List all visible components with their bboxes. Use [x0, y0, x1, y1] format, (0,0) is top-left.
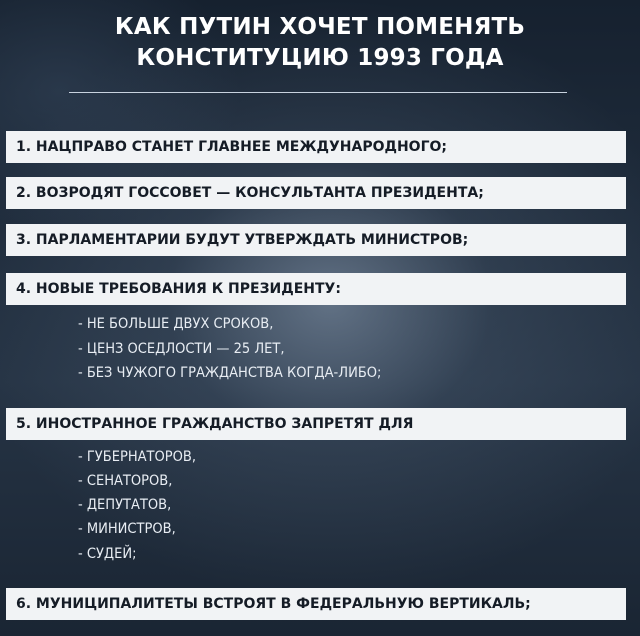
item-4-band: 4. НОВЫЕ ТРЕБОВАНИЯ К ПРЕЗИДЕНТУ: [6, 273, 626, 305]
item-2-band: 2. ВОЗРОДЯТ ГОССОВЕТ — КОНСУЛЬТАНТА ПРЕЗИДЕНТА; [6, 177, 626, 209]
item-5-subitem: - СУДЕЙ; [78, 546, 137, 562]
item-5-subitem: - МИНИСТРОВ, [78, 521, 176, 537]
item-6-band: 6. МУНИЦИПАЛИТЕТЫ ВСТРОЯТ В ФЕДЕРАЛЬНУЮ ВЕРТИКАЛЬ; [6, 588, 626, 620]
item-4-subitem: - НЕ БОЛЬШЕ ДВУХ СРОКОВ, [78, 316, 274, 332]
item-4-subitem: - БЕЗ ЧУЖОГО ГРАЖДАНСТВА КОГДА-ЛИБО; [78, 365, 382, 381]
page-title [0, 12, 640, 74]
title-divider [69, 92, 567, 93]
item-3-band: 3. ПАРЛАМЕНТАРИИ БУДУТ УТВЕРЖДАТЬ МИНИСТРОВ; [6, 224, 626, 256]
item-4-subitem: - ЦЕНЗ ОСЕДЛОСТИ — 25 ЛЕТ, [78, 341, 285, 357]
title-line-2: КОНСТИТУЦИЮ 1993 ГОДА [136, 45, 504, 71]
item-5-subitem: - ДЕПУТАТОВ, [78, 497, 172, 513]
item-5-subitem: - ГУБЕРНАТОРОВ, [78, 449, 197, 465]
item-5-band: 5. ИНОСТРАННОЕ ГРАЖДАНСТВО ЗАПРЕТЯТ ДЛЯ [6, 408, 626, 440]
item-1-band: 1. НАЦПРАВО СТАНЕТ ГЛАВНЕЕ МЕЖДУНАРОДНОГО; [6, 131, 626, 163]
title-line-1: КАК ПУТИН ХОЧЕТ ПОМЕНЯТЬ [114, 14, 526, 40]
item-5-subitem: - СЕНАТОРОВ, [78, 473, 173, 489]
